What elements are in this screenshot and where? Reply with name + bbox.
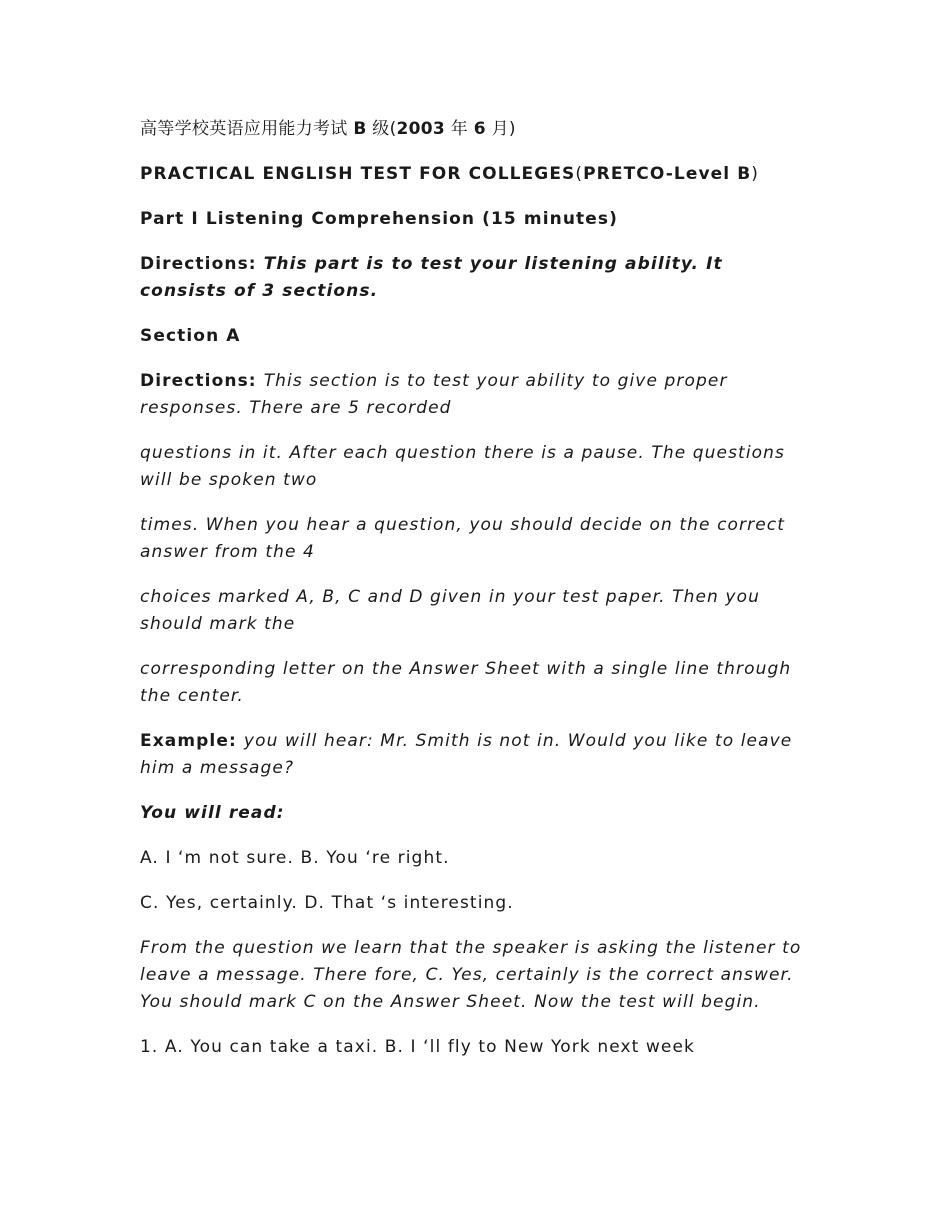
section-directions-label: Directions: — [140, 371, 264, 391]
title-en-close: ) — [751, 164, 759, 184]
title-cn-year: 2003 — [396, 119, 446, 139]
title-cn-level: B — [353, 119, 367, 139]
example-label: Example: — [140, 731, 244, 751]
title-cn-year-unit: 年 — [445, 119, 474, 139]
title-en-main: PRACTICAL ENGLISH TEST FOR COLLEGES — [140, 164, 576, 184]
title-cn-prefix: 高等学校英语应用能力考试 — [140, 119, 354, 139]
title-cn-mid: 级( — [366, 119, 397, 139]
section-directions-line: choices marked A, B, C and D given in your test paper. Then you should mark the — [140, 587, 760, 634]
section-directions-line: questions in it. After each question there is a pause. The questions will be spoken two — [140, 443, 785, 490]
example-text: you will hear: Mr. Smith is not in. Would you like to leave him a message? — [140, 731, 793, 778]
part-directions-text: This part is to test your listening ability. It consists of 3 sections. — [140, 254, 723, 301]
example — [140, 728, 816, 782]
section-directions-line: times. When you hear a question, you should decide on the correct answer from the 4 — [140, 515, 785, 562]
part-heading: Part I Listening Comprehension (15 minutes) — [140, 209, 618, 229]
example-explanation: From the question we learn that the speaker is asking the listener to leave a message. There fore, C. Yes, certainly is the correct answer. You should mark C on the Answer Sheet. Now the test will begin. — [140, 938, 802, 1012]
title-cn-month: 6 — [473, 119, 486, 139]
english-title — [140, 161, 816, 188]
title-cn-suffix: 月) — [485, 119, 516, 139]
section-heading: Section A — [140, 326, 241, 346]
section-directions-text: This section is to test your ability to give proper responses. There are 5 recorded — [140, 371, 728, 418]
part-directions — [140, 251, 816, 305]
title-en-code: PRETCO-Level B — [583, 164, 752, 184]
title-en-open: ( — [575, 164, 584, 184]
example-choices-line: A. I ‘m not sure. B. You ‘re right. — [140, 848, 450, 868]
you-will-read: You will read: — [140, 803, 285, 823]
document-page — [140, 116, 816, 1079]
example-choices-line: C. Yes, certainly. D. That ‘s interesting. — [140, 893, 514, 913]
section-directions-line: corresponding letter on the Answer Sheet with a single line through the center. — [140, 659, 792, 706]
question-1: 1. A. You can take a taxi. B. I ‘ll fly to New York next week — [140, 1037, 695, 1057]
section-directions-line — [140, 368, 816, 422]
part-directions-label: Directions: — [140, 254, 264, 274]
chinese-title — [140, 116, 816, 143]
